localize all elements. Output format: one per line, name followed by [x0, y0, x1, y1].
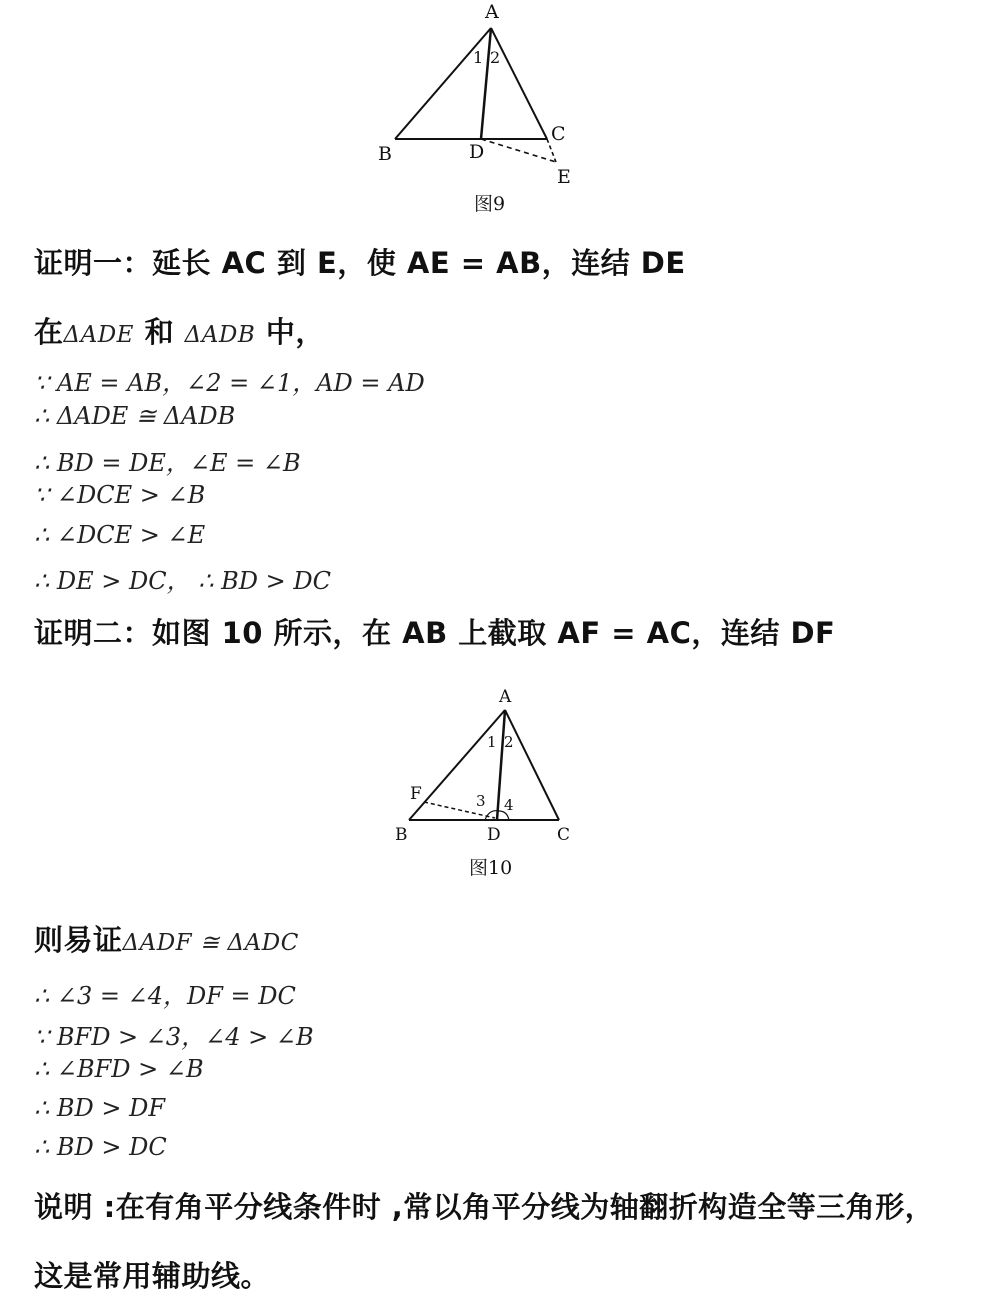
- angle-2-label: 2: [504, 733, 514, 751]
- figure-10-diagram: [385, 680, 585, 885]
- note-line-2: 这是常用辅助线。: [34, 1259, 271, 1293]
- angle-2-label: 2: [490, 48, 501, 67]
- label-b: B: [378, 143, 392, 165]
- proof-1-heading: 证明一：延长 AC 到 E，使 AE = AB，连结 DE: [34, 246, 686, 280]
- label-b: B: [395, 825, 408, 845]
- angle-1-label: 1: [487, 733, 497, 751]
- proof-1-context: [34, 310, 325, 351]
- easy-congruence: ΔADF ≅ ΔADC: [122, 930, 299, 956]
- proof-2-step: ∴ BD > DC: [34, 1133, 167, 1161]
- proof-2-step: ∴ ∠3 = ∠4，DF = DC: [34, 982, 296, 1010]
- context-prefix: 在: [34, 315, 64, 349]
- proof-1-step: ∵ ∠DCE > ∠B: [34, 481, 206, 509]
- angle-1-label: 1: [473, 48, 484, 67]
- figure-9: [370, 0, 590, 222]
- proof-2-step: ∵ BFD > ∠3，∠4 > ∠B: [34, 1023, 314, 1051]
- label-f: F: [410, 784, 422, 804]
- label-e: E: [557, 166, 571, 188]
- context-and: 和: [133, 315, 185, 349]
- label-c: C: [551, 123, 566, 145]
- label-d: D: [469, 141, 485, 163]
- label-d: D: [487, 825, 501, 845]
- figure-10: [385, 680, 585, 885]
- proof-1-step: ∴ BD = DE，∠E = ∠B: [34, 449, 301, 477]
- proof-2-step: ∴ ∠BFD > ∠B: [34, 1055, 204, 1083]
- angle-4-label: 4: [504, 796, 514, 814]
- proof-1-step: ∴ DE > DC， ∴ BD > DC: [34, 567, 332, 595]
- easy-text: 则易证: [34, 923, 123, 957]
- proof-2-heading: 证明二：如图 10 所示，在 AB 上截取 AF = AC，连结 DF: [34, 616, 836, 650]
- label-a: A: [485, 1, 499, 23]
- proof-1-step: ∴ ΔADE ≅ ΔADB: [34, 402, 236, 430]
- proof-2-easy: [34, 918, 299, 959]
- figure-9-diagram: [370, 0, 590, 222]
- label-c: C: [557, 825, 571, 845]
- proof-1-step: ∵ AE = AB，∠2 = ∠1，AD = AD: [34, 369, 425, 397]
- figure-9-caption: 图9: [474, 193, 506, 215]
- proof-1-step: ∴ ∠DCE > ∠E: [34, 521, 206, 549]
- angle-3-label: 3: [476, 792, 486, 810]
- note-line-1: 说明 :在有角平分线条件时 ,常以角平分线为轴翻折构造全等三角形，: [34, 1190, 935, 1224]
- triangle-ade: ΔADE: [63, 322, 134, 348]
- triangle-adb: ΔADB: [184, 322, 256, 348]
- figure-10-caption: 图10: [469, 857, 513, 879]
- proof-2-step: ∴ BD > DF: [34, 1094, 166, 1122]
- context-suffix: 中，: [255, 315, 325, 349]
- label-a: A: [499, 687, 512, 707]
